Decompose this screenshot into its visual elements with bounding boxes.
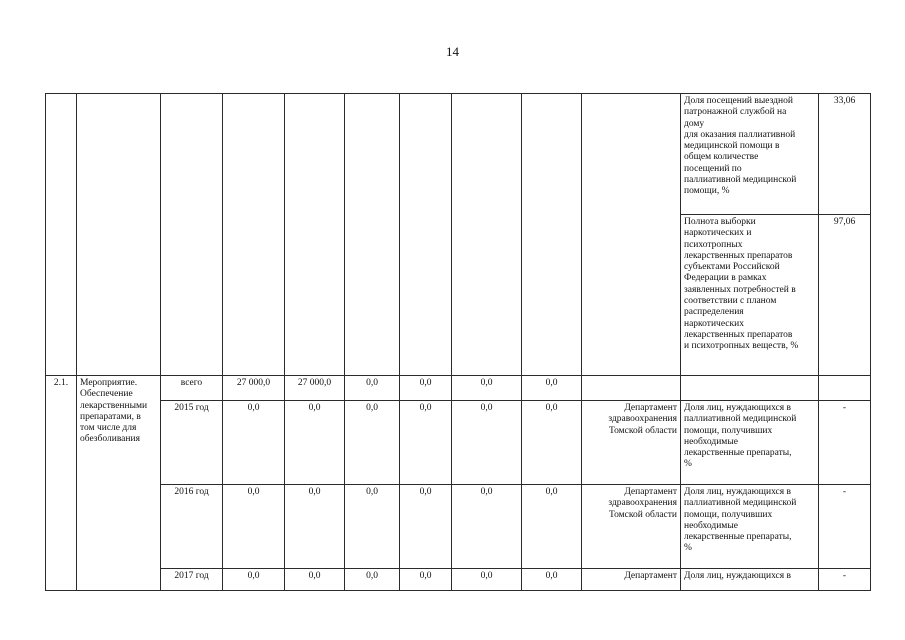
- empty-cell: [819, 376, 871, 401]
- page-number: 14: [446, 44, 459, 59]
- total-value: 0,0: [522, 376, 582, 401]
- year-value: 0,0: [452, 569, 522, 591]
- table-row: [46, 485, 871, 569]
- year-value: 0,0: [400, 569, 452, 591]
- empty-cell: [522, 94, 582, 376]
- table-row: [46, 401, 871, 485]
- year-value: 0,0: [452, 485, 522, 569]
- executor-cell: Департамент: [582, 569, 681, 591]
- year-value: 0,0: [223, 569, 285, 591]
- total-value: 0,0: [452, 376, 522, 401]
- period-label: 2015 год: [161, 401, 223, 485]
- empty-cell: [77, 94, 161, 376]
- year-value: 0,0: [345, 569, 400, 591]
- period-label: всего: [161, 376, 223, 401]
- year-value: 0,0: [285, 485, 345, 569]
- indicator-cell: Доля лиц, нуждающихся в паллиативной медицинской помощи, получивших необходимые лекарственные препараты, %: [681, 485, 819, 569]
- empty-cell: [400, 94, 452, 376]
- indicator-cell: Доля лиц, нуждающихся в: [681, 569, 819, 591]
- empty-cell: [582, 376, 681, 401]
- empty-cell: [223, 94, 285, 376]
- empty-cell: [582, 94, 681, 376]
- year-value: 0,0: [522, 401, 582, 485]
- year-value: 0,0: [285, 401, 345, 485]
- measure-name: Мероприятие. Обеспечение лекарственными препаратами, в том числе для обезболивания: [77, 376, 161, 591]
- year-value: 0,0: [223, 401, 285, 485]
- indicator-value: -: [819, 569, 871, 591]
- indicator-cell: Доля лиц, нуждающихся в паллиативной медицинской помощи, получивших необходимые лекарственные препараты, %: [681, 401, 819, 485]
- indicator-cell: Полнота выборки наркотических и психотропных лекарственных препаратов субъектами Российской Федерации в рамках заявленных потребностей в соответствии с планом распределения наркотических лекарственных препаратов и психотропных веществ, %: [681, 215, 819, 376]
- indicator-value: 33,06: [819, 94, 871, 215]
- period-label: 2017 год: [161, 569, 223, 591]
- total-value: 0,0: [400, 376, 452, 401]
- year-value: 0,0: [522, 569, 582, 591]
- empty-cell: [285, 94, 345, 376]
- year-value: 0,0: [452, 401, 522, 485]
- total-value: 27 000,0: [285, 376, 345, 401]
- indicator-cell: Доля посещений выездной патронажной службой на дому для оказания паллиативной медицинской помощи в общем количестве посещений по паллиативной медицинской помощи, %: [681, 94, 819, 215]
- year-value: 0,0: [400, 401, 452, 485]
- empty-cell: [681, 376, 819, 401]
- year-value: 0,0: [345, 401, 400, 485]
- executor-cell: Департамент здравоохранения Томской области: [582, 401, 681, 485]
- indicator-value: -: [819, 401, 871, 485]
- table-row: [46, 94, 871, 215]
- year-value: 0,0: [223, 485, 285, 569]
- year-value: 0,0: [345, 485, 400, 569]
- measure-number: 2.1.: [46, 376, 77, 591]
- year-value: 0,0: [400, 485, 452, 569]
- period-label: 2016 год: [161, 485, 223, 569]
- empty-cell: [452, 94, 522, 376]
- program-table: [45, 93, 871, 591]
- executor-cell: Департамент здравоохранения Томской области: [582, 485, 681, 569]
- indicator-value: -: [819, 485, 871, 569]
- empty-cell: [161, 94, 223, 376]
- table-row: [46, 569, 871, 591]
- total-value: 27 000,0: [223, 376, 285, 401]
- empty-cell: [345, 94, 400, 376]
- year-value: 0,0: [522, 485, 582, 569]
- year-value: 0,0: [285, 569, 345, 591]
- empty-cell: [46, 94, 77, 376]
- table-row: [46, 376, 871, 401]
- total-value: 0,0: [345, 376, 400, 401]
- indicator-value: 97,06: [819, 215, 871, 376]
